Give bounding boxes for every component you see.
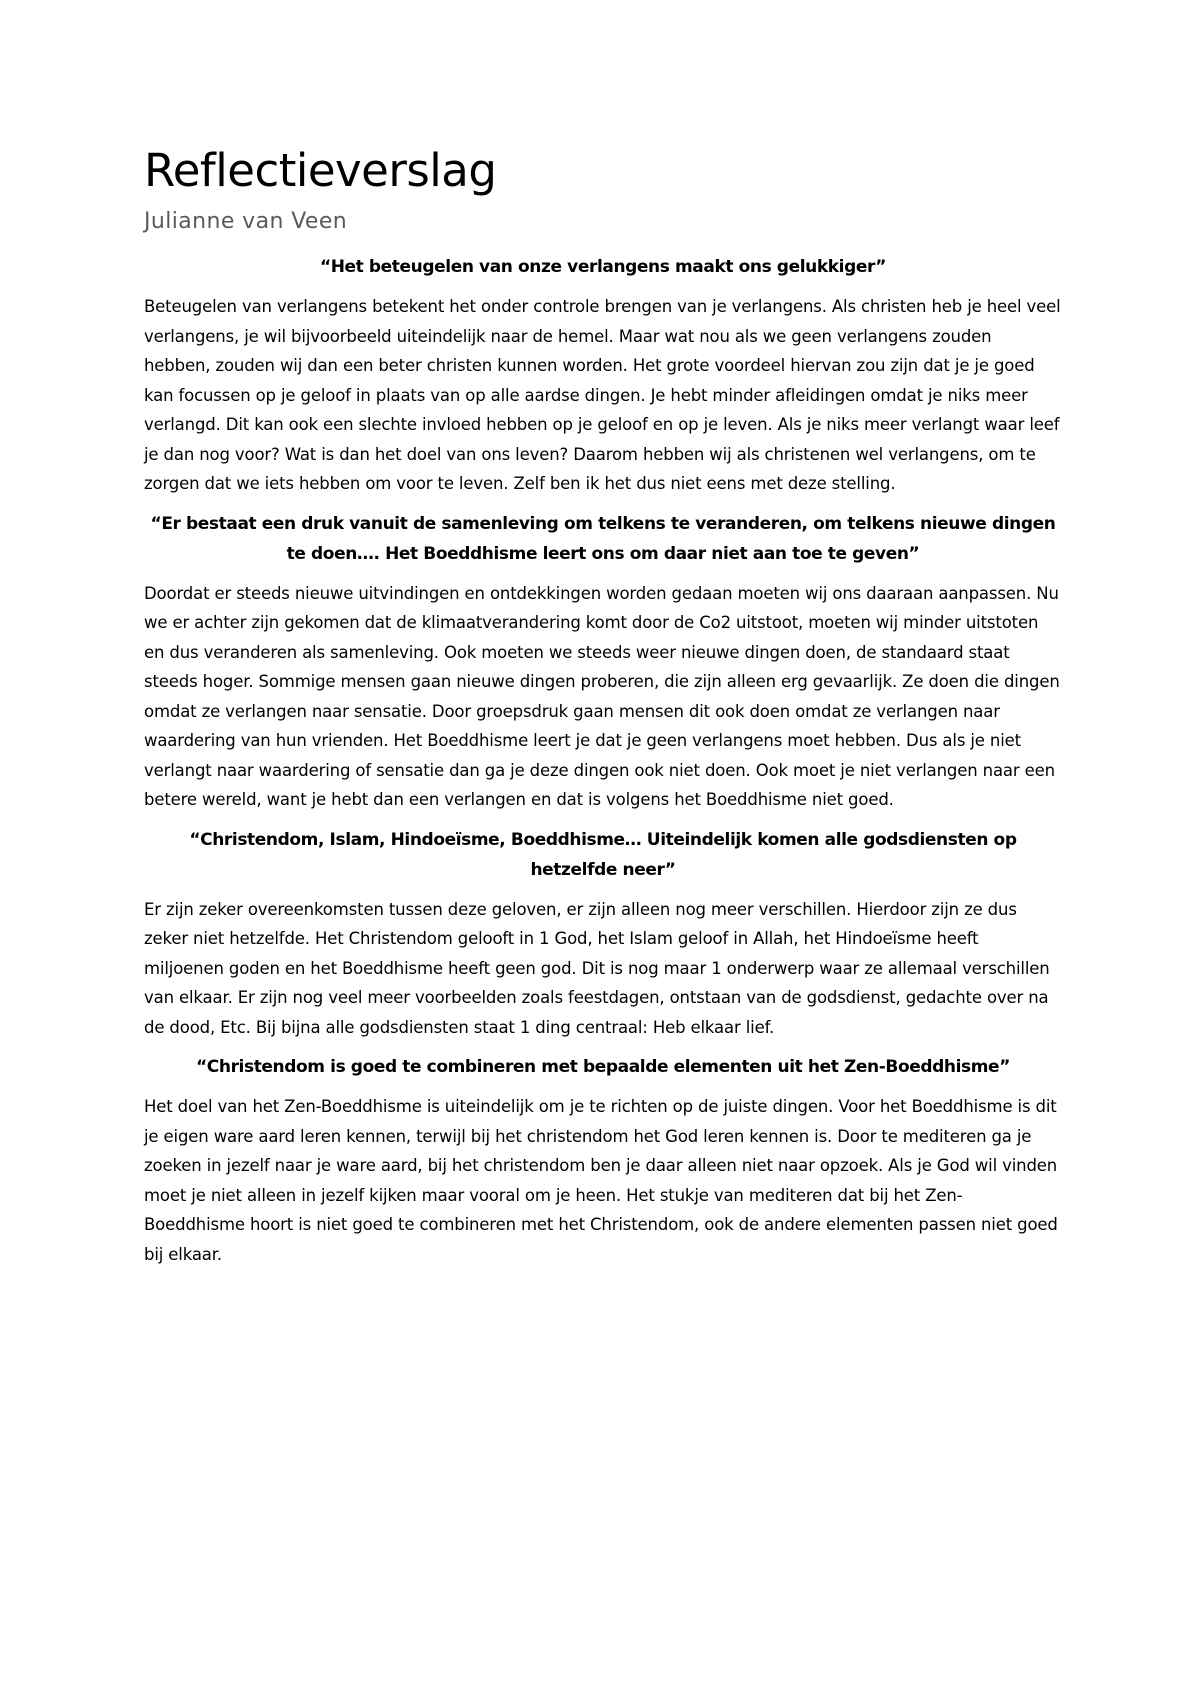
section-2 (144, 509, 1062, 815)
section-paragraph: Het doel van het Zen-Boeddhisme is uiteindelijk om je te richten op de juiste dingen. Voor het Boeddhisme is dit je eigen ware aard leren kennen, terwijl bij het christendom het God leren kennen is. Door te mediteren ga je zoeken in jezelf naar je ware aard, bij het christendom ben je daar alleen niet naar opzoek. Als je God wil vinden moet je niet alleen in jezelf kijken maar vooral om je heen. Het stukje van mediteren dat bij het Zen-Boeddhisme hoort is niet goed te combineren met het Christendom, ook de andere elementen passen niet goed bij elkaar. (144, 1097, 1058, 1264)
section-paragraph: Doordat er steeds nieuwe uitvindingen en ontdekkingen worden gedaan moeten wij ons daaraan aanpassen. Nu we er achter zijn gekomen dat de klimaatverandering komt door de Co2 uitstoot, moeten wij minder uitstoten en dus veranderen als samenleving. Ook moeten we steeds weer nieuwe dingen doen, de standaard staat steeds hoger. Sommige mensen gaan nieuwe dingen proberen, die zijn alleen erg gevaarlijk. Ze doen die dingen omdat ze verlangen naar sensatie. Door groepsdruk gaan mensen dit ook doen omdat ze verlangen naar waardering van hun vrienden. Het Boeddhisme leert je dat je geen verlangens moet hebben. Dus als je niet verlangt naar waardering of sensatie dan ga je deze dingen ook niet doen. Ook moet je niet verlangen naar een betere wereld, want je hebt dan een verlangen en dat is volgens het Boeddhisme niet goed. (144, 583, 1060, 809)
statement-heading: “Er bestaat een druk vanuit de samenleving om telkens te veranderen, om telkens nieuwe dingen te doen…. Het Boeddhisme leert ons om daar niet aan toe te geven” (150, 513, 1056, 564)
section-4 (144, 1052, 1062, 1269)
section-1 (144, 252, 1062, 499)
statement-heading: “Christendom, Islam, Hindoeïsme, Boeddhisme… Uiteindelijk komen alle godsdiensten op hetzelfde neer” (189, 829, 1017, 880)
document-author: Julianne van Veen (144, 209, 348, 234)
section-paragraph: Beteugelen van verlangens betekent het onder controle brengen van je verlangens. Als christen heb je heel veel verlangens, je wil bijvoorbeeld uiteindelijk naar de hemel. Maar wat nou als we geen verlangens zouden hebben, zouden wij dan een beter christen kunnen worden. Het grote voordeel hiervan zou zijn dat je je goed kan focussen op je geloof in plaats van op alle aardse dingen. Je hebt minder afleidingen omdat je niks meer verlangd. Dit kan ook een slechte invloed hebben op je geloof en op je leven. Als je niks meer verlangt waar leef je dan nog voor? Wat is dan het doel van ons leven? Daarom hebben wij als christenen wel verlangens, om te zorgen dat we iets hebben om voor te leven. Zelf ben ik het dus niet eens met deze stelling. (144, 297, 1061, 493)
document-title: Reflectieverslag (144, 144, 497, 197)
section-3 (144, 825, 1062, 1043)
section-paragraph: Er zijn zeker overeenkomsten tussen deze geloven, er zijn alleen nog meer verschillen. Hierdoor zijn ze dus zeker niet hetzelfde. Het Christendom gelooft in 1 God, het Islam geloof in Allah, het Hindoeïsme heeft miljoenen goden en het Boeddhisme heeft geen god. Dit is nog maar 1 onderwerp waar ze allemaal verschillen van elkaar. Er zijn nog veel meer voorbeelden zoals feestdagen, ontstaan van de godsdienst, gedachte over na de dood, Etc. Bij bijna alle godsdiensten staat 1 ding centraal: Heb elkaar lief. (144, 899, 1050, 1037)
document-body (144, 140, 1062, 1279)
statement-heading: “Christendom is goed te combineren met bepaalde elementen uit het Zen-Boeddhisme” (196, 1057, 1010, 1077)
statement-heading: “Het beteugelen van onze verlangens maakt ons gelukkiger” (319, 257, 887, 277)
